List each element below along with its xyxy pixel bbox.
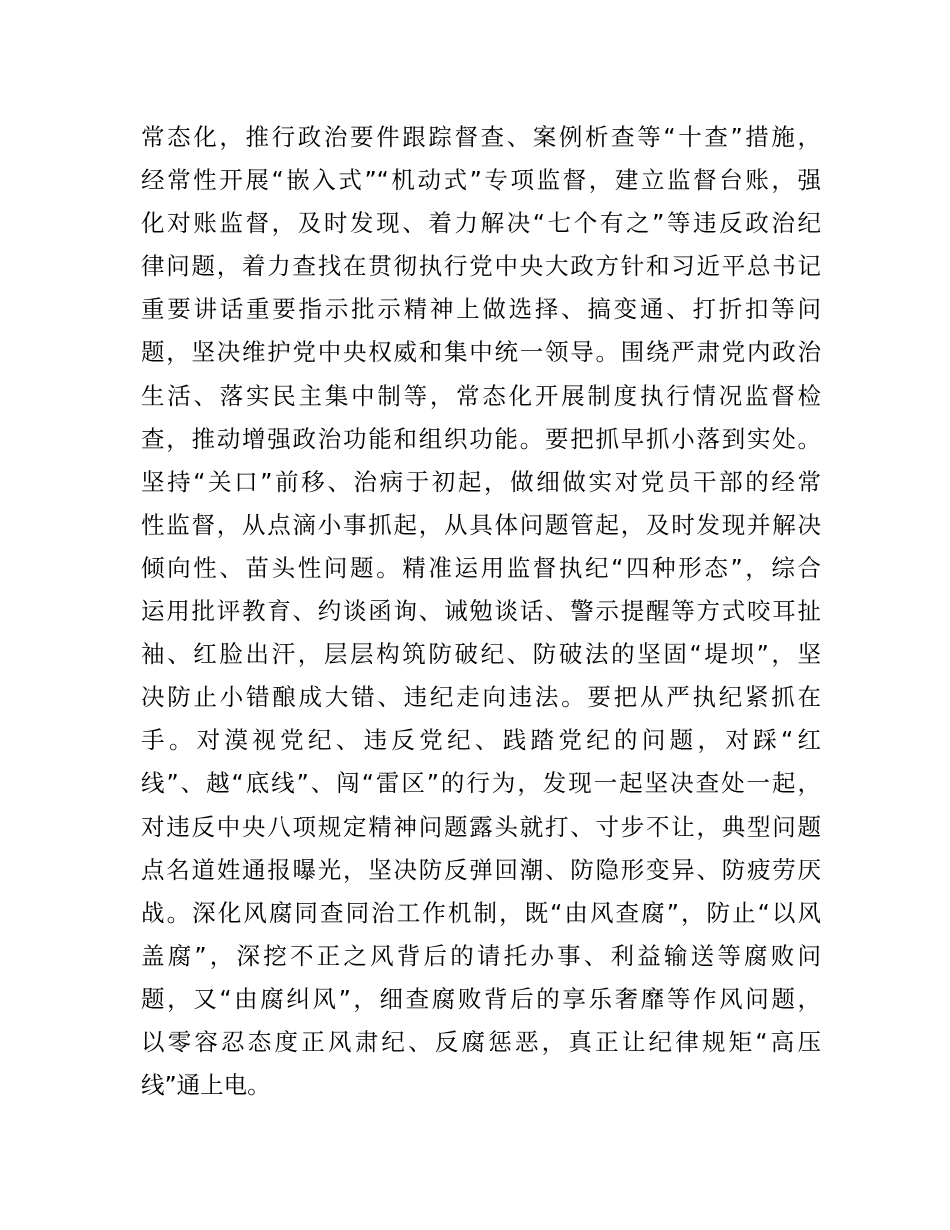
text-line: 题，又“由腐纠风”，细查腐败背后的享乐奢靡等作风问题，	[141, 984, 821, 1013]
text-line: 线”、越“底线”、闯“雷区”的行为，发现一起坚决查处一起，	[141, 769, 821, 798]
text-line: 点名道姓通报曝光，坚决防反弹回潮、防隐形变异、防疲劳厌	[141, 855, 821, 884]
text-line: 运用批评教育、约谈函询、诫勉谈话、警示提醒等方式咬耳扯	[141, 597, 821, 626]
text-line: 化对账监督，及时发现、着力解决“七个有之”等违反政治纪	[141, 209, 821, 238]
text-line: 战。深化风腐同查同治工作机制，既“由风查腐”，防止“以风	[141, 898, 821, 927]
text-line: 倾向性、苗头性问题。精准运用监督执纪“四种形态”，综合	[141, 553, 821, 582]
text-line: 性监督，从点滴小事抓起，从具体问题管起，及时发现并解决	[141, 510, 821, 539]
body-paragraph	[141, 116, 821, 1107]
text-line: 查，推动增强政治功能和组织功能。要把抓早抓小落到实处。	[141, 424, 821, 453]
text-line: 坚持“关口”前移、治病于初起，做细做实对党员干部的经常	[141, 467, 821, 496]
text-line: 律问题，着力查找在贯彻执行党中央大政方针和习近平总书记	[141, 252, 821, 281]
text-line: 决防止小错酿成大错、违纪走向违法。要把从严执纪紧抓在	[141, 683, 821, 712]
text-line: 生活、落实民主集中制等，常态化开展制度执行情况监督检	[141, 381, 821, 410]
text-line: 盖腐”，深挖不正之风背后的请托办事、利益输送等腐败问	[141, 941, 821, 970]
text-line-last: 线”通上电。	[141, 1071, 271, 1100]
text-line: 常态化，推行政治要件跟踪督查、案例析查等“十查”措施，	[141, 123, 821, 151]
text-line: 重要讲话重要指示批示精神上做选择、搞变通、打折扣等问	[141, 295, 821, 324]
text-line: 以零容忍态度正风肃纪、反腐惩恶，真正让纪律规矩“高压	[141, 1027, 821, 1056]
text-line: 袖、红脸出汗，层层构筑防破纪、防破法的坚固“堤坝”，坚	[141, 640, 821, 669]
text-line: 题，坚决维护党中央权威和集中统一领导。围绕严肃党内政治	[141, 338, 821, 367]
text-line: 经常性开展“嵌入式”“机动式”专项监督，建立监督台账，强	[141, 166, 821, 195]
text-line: 对违反中央八项规定精神问题露头就打、寸步不让，典型问题	[141, 812, 821, 841]
text-line: 手。对漠视党纪、违反党纪、践踏党纪的问题，对踩“红	[141, 726, 821, 755]
